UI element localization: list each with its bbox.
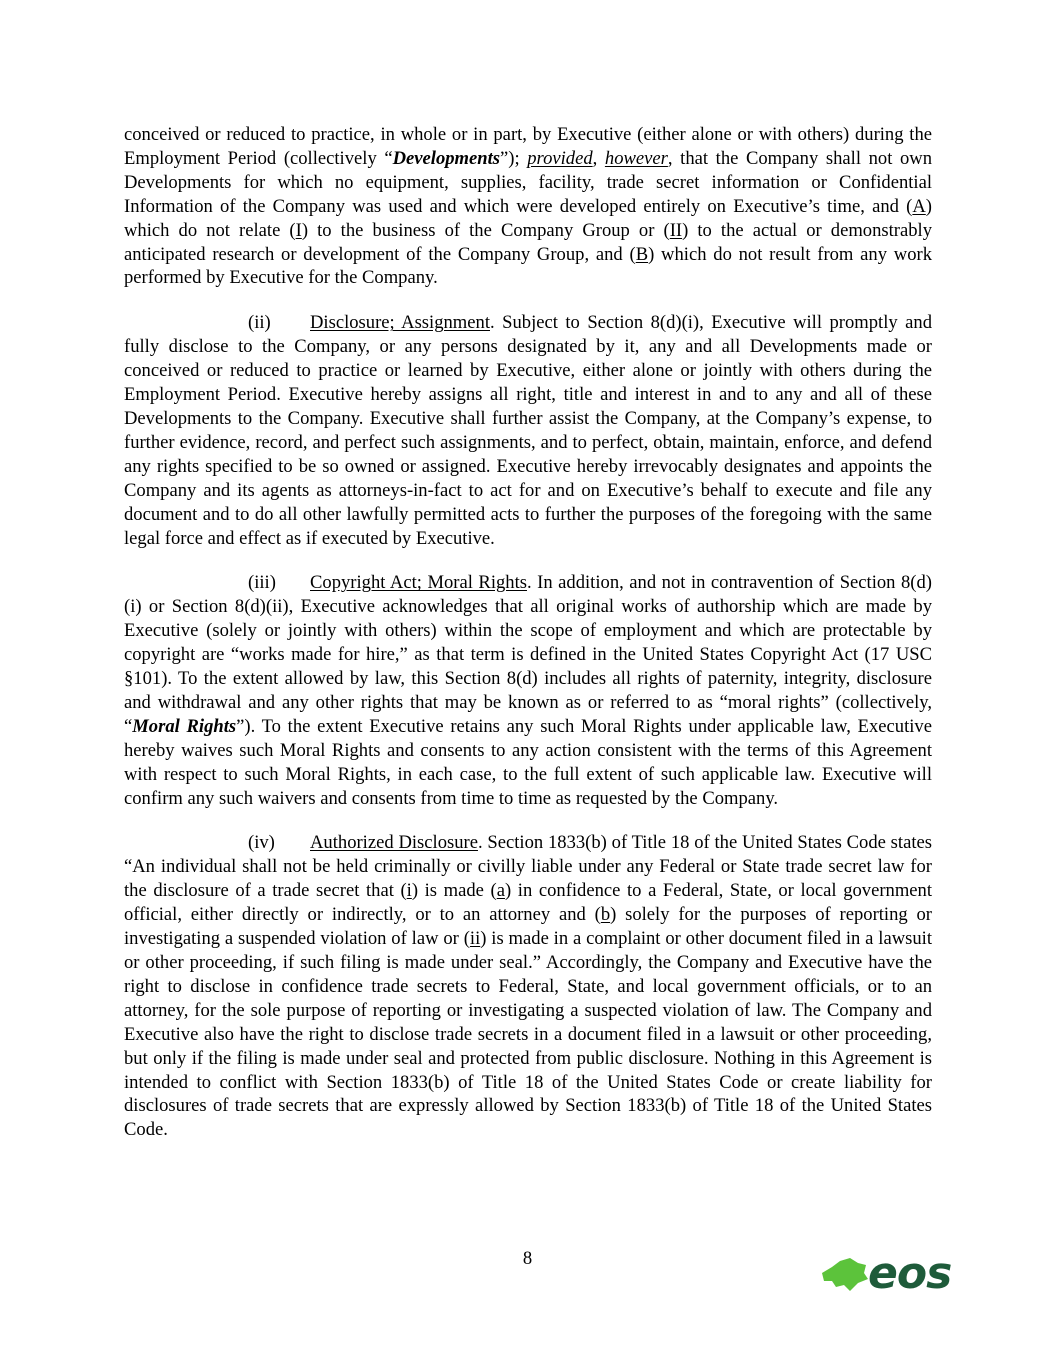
defined-term-developments: Developments (392, 147, 501, 169)
paragraph-developments: conceived or reduced to practice, in whole or in part, by Executive (either alone or with others) during the Employment Period (collectively “Developments”); provided, however, that the Company shall not own Developments for which no equipment, supplies, facility, trade secret information or Confidential Information of the Company was used and which were developed entirely on Executive’s time, and (A) which do not relate (I) to the business of the Company Group or (II) to the actual or demonstrably anticipated research or development of the Company Group, and (B) which do not result from any work performed by Executive for the Company. (124, 124, 932, 289)
paragraph-disclosure-assignment: (ii) Disclosure; Assignment. Subject to Section 8(d)(i), Executive will promptly and fully disclose to the Company, or any persons designated by it, any and all Developments made or conceived or reduced to practice or learned by Executive, either alone or jointly with others during the Employment Period. Executive hereby assigns all right, title and interest in and to any and all of these Developments to the Company. Executive shall further assist the Company, at the Company’s expense, to further evidence, record, and perfect such assignments, and to perfect, obtain, maintain, enforce, and defend any rights specified to be so owned or assigned. Executive hereby irrevocably designates and appoints the Company and its agents as attorneys-in-fact to act for and on Executive’s behalf to execute and file any document and to do all other lawfully permitted acts to further the purposes of the foregoing with the same legal force and effect as if executed by Executive. (124, 312, 932, 549)
paragraph-copyright-moral-rights: (iii) Copyright Act; Moral Rights. In addition, and not in contravention of Section 8(d)(i) or Section 8(d)(ii), Executive acknowledges that all original works of authorship which are made by Executive (solely or jointly with others) within the scope of employment and which are protectable by copyright are “works made for hire,” as that term is defined in the United States Copyright Act (17 USC §101). To the extent allowed by law, this Section 8(d) includes all rights of paternity, integrity, disclosure and withdrawal and any other rights that may be known as or referred to as “moral rights” (collectively, “Moral Rights”). To the extent Executive retains any such Moral Rights under applicable law, Executive hereby waives such Moral Rights and consents to any action consistent with the terms of this Agreement with respect to such Moral Rights, in each case, to the full extent of such applicable law. Executive will confirm any such waivers and consents from time to time as requested by the Company. (124, 572, 932, 809)
section-number: (iii) (248, 572, 276, 594)
eos-logo (820, 1248, 960, 1299)
section-heading: Authorized Disclosure (310, 832, 478, 854)
paragraph-authorized-disclosure: (iv) Authorized Disclosure. Section 1833(b) of Title 18 of the United States Code states “An individual shall not be held criminally or civilly liable under any Federal or State trade secret law for the disclosure of a trade secret that (i) is made (a) in confidence to a Federal, State, or local government official, either directly or indirectly, or to an attorney and (b) solely for the purposes of reporting or investigating a suspended violation of law or (ii) is made in a complaint or other document filed in a lawsuit or other proceeding, if such filing is made under seal.” Accordingly, the Company and Executive have the right to disclose in confidence trade secrets to Federal, State, and local government officials, or to an attorney, for the sole purpose of reporting or investigating a suspected violation of law. The Company and Executive also have the right to disclose trade secrets in a document filed in a lawsuit or other proceeding, but only if the filing is made under seal and protected from public disclosure. Nothing in this Agreement is intended to conflict with Section 1833(b) of Title 18 of the United States Code or create liability for disclosures of trade secrets that are expressly allowed by Section 1833(b) of Title 18 of the United States Code. (124, 832, 933, 1141)
defined-term-moral-rights: Moral Rights (132, 715, 237, 737)
section-heading: Disclosure; Assignment (310, 312, 490, 334)
page-number: 8 (522, 1248, 533, 1269)
term-however: however (604, 147, 668, 169)
term-provided: provided (527, 147, 593, 169)
body-text (124, 123, 932, 1142)
section-heading: Copyright Act; Moral Rights (310, 572, 527, 594)
section-number: (ii) (248, 312, 271, 334)
logo-wordmark: eos (868, 1248, 952, 1299)
section-number: (iv) (248, 832, 275, 854)
